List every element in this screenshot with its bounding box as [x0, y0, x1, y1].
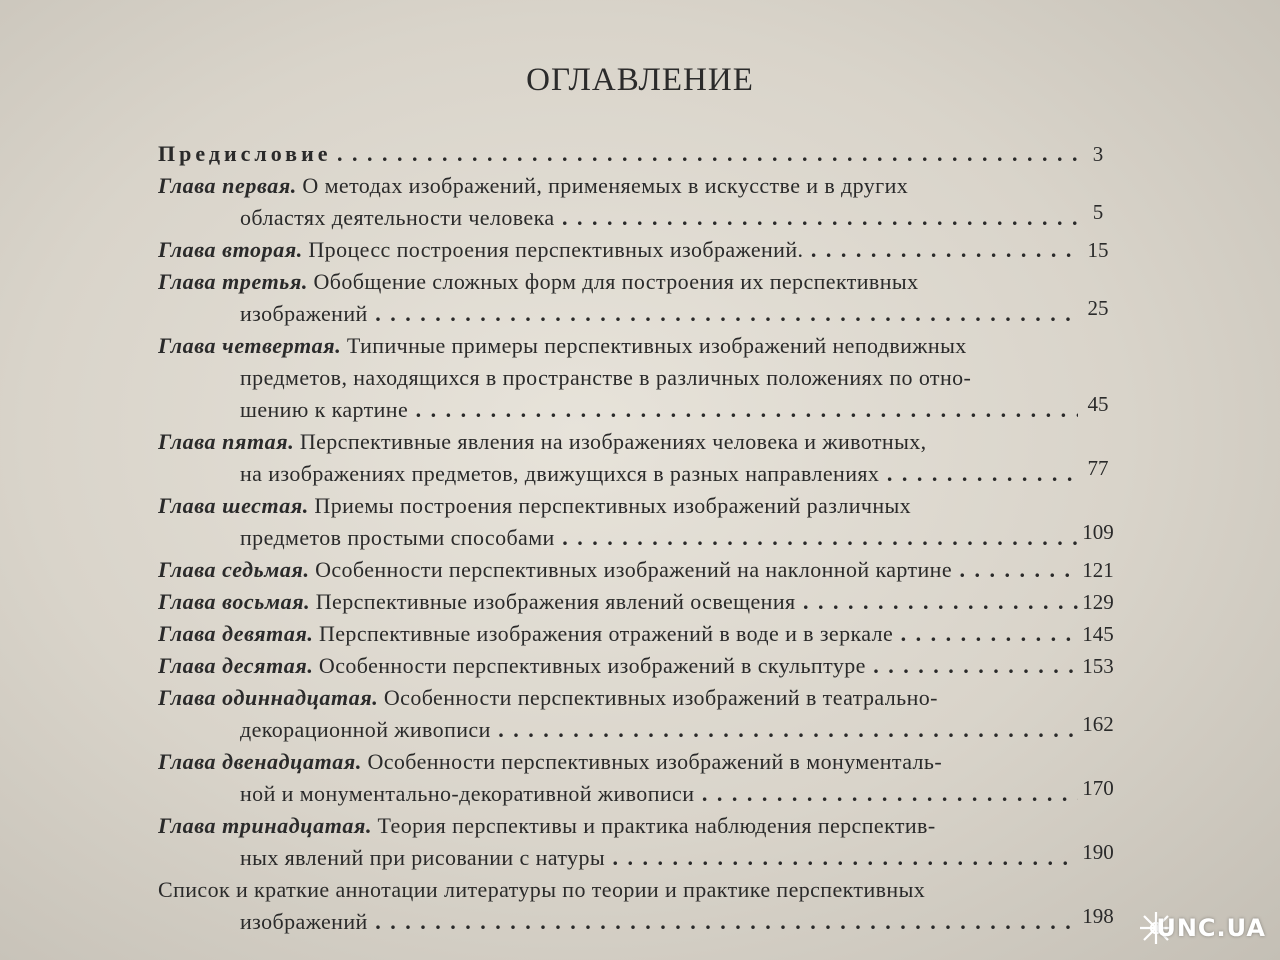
toc-line	[158, 202, 1078, 234]
chapter-title-text: изображений	[240, 301, 368, 326]
chapter-title-text: Приемы построения перспективных изображений различных	[314, 493, 912, 518]
chapter-title-text: на изображениях предметов, движущихся в разных направлениях	[240, 461, 880, 486]
chapter-title-text: ной и монументально-декоративной живописи	[240, 781, 695, 806]
chapter-title-text: Обобщение сложных форм для построения их перспективных	[313, 269, 919, 294]
toc-entry	[158, 266, 1218, 330]
table-of-contents	[158, 138, 1218, 938]
toc-line	[158, 458, 1078, 490]
toc-entry	[158, 138, 1218, 170]
toc-entry	[158, 234, 1218, 266]
toc-line	[158, 586, 1078, 618]
chapter-label: Глава одиннадцатая.	[158, 685, 379, 710]
chapter-title-text: Перспективные изображения отражений в воде и в зеркале	[318, 621, 894, 646]
page-number: 170	[1082, 776, 1114, 800]
toc-line	[158, 810, 1078, 842]
page-number: 153	[1082, 654, 1114, 678]
toc-line	[158, 170, 1078, 202]
chapter-title-text: Особенности перспективных изображений в театрально-	[383, 685, 938, 710]
chapter-title-text: предметов, находящихся в пространстве в различных положениях по отно-	[240, 365, 972, 390]
page-number: 5	[1092, 200, 1104, 224]
chapter-title-text: изображений	[240, 909, 368, 934]
toc-entry	[158, 874, 1218, 938]
chapter-label: Глава вторая.	[158, 237, 303, 262]
chapter-label: Глава двенадцатая.	[158, 749, 362, 774]
toc-line	[158, 682, 1078, 714]
toc-entry	[158, 554, 1218, 586]
toc-entry	[158, 810, 1218, 874]
toc-line	[158, 650, 1078, 682]
toc-line	[158, 714, 1078, 746]
toc-entry	[158, 618, 1218, 650]
chapter-title-text: Список и краткие аннотации литературы по теории и практике перспективных	[158, 877, 926, 902]
page-title: ОГЛАВЛЕНИЕ	[526, 62, 754, 98]
page-number: 129	[1082, 590, 1114, 614]
toc-line	[158, 138, 1078, 170]
toc-entry	[158, 586, 1218, 618]
page-number: 45	[1087, 392, 1109, 416]
chapter-title-text: Перспективные явления на изображениях человека и животных,	[299, 429, 927, 454]
chapter-label: Глава шестая.	[158, 493, 309, 518]
chapter-label: Предисловие	[158, 141, 332, 166]
toc-line	[158, 554, 1078, 586]
chapter-label: Глава четвертая.	[158, 333, 342, 358]
toc-line	[158, 266, 1078, 298]
chapter-label: Глава седьмая.	[158, 557, 310, 582]
chapter-label: Глава пятая.	[158, 429, 295, 454]
page-number: 15	[1087, 238, 1109, 262]
chapter-label: Глава десятая.	[158, 653, 314, 678]
toc-entry	[158, 746, 1218, 810]
page-number: 145	[1082, 622, 1114, 646]
chapter-title-text: Особенности перспективных изображений в скульптуре	[318, 653, 866, 678]
page-number: 77	[1087, 456, 1109, 480]
toc-line	[158, 842, 1078, 874]
chapter-label: Глава первая.	[158, 173, 297, 198]
chapter-title-text: ных явлений при рисовании с натуры	[240, 845, 606, 870]
page-number: 109	[1082, 520, 1114, 544]
toc-line	[158, 490, 1078, 522]
chapter-title-text: областях деятельности человека	[240, 205, 555, 230]
chapter-title-text: Теория перспективы и практика наблюдения перспектив-	[377, 813, 936, 838]
toc-entry	[158, 426, 1218, 490]
chapter-label: Глава третья.	[158, 269, 308, 294]
toc-line	[158, 426, 1078, 458]
page-number: 121	[1082, 558, 1114, 582]
chapter-title-text: Типичные примеры перспективных изображений неподвижных	[346, 333, 967, 358]
toc-line	[158, 362, 1078, 394]
toc-line	[158, 234, 1078, 266]
chapter-title-text: предметов простыми способами	[240, 525, 555, 550]
page-number: 198	[1082, 904, 1114, 928]
chapter-label: Глава тринадцатая.	[158, 813, 373, 838]
chapter-title-text: О методах изображений, применяемых в искусстве и в других	[302, 173, 909, 198]
toc-line	[158, 874, 1078, 906]
toc-line	[158, 298, 1078, 330]
watermark-text: UNC.UA	[1156, 914, 1266, 942]
toc-line	[158, 394, 1078, 426]
toc-entry	[158, 682, 1218, 746]
toc-line	[158, 778, 1078, 810]
page-number: 25	[1087, 296, 1109, 320]
toc-line	[158, 522, 1078, 554]
chapter-title-text: шению к картине	[240, 397, 409, 422]
toc-entry	[158, 490, 1218, 554]
toc-line	[158, 906, 1078, 938]
chapter-title-text: Перспективные изображения явлений освещения	[315, 589, 796, 614]
chapter-label: Глава девятая.	[158, 621, 314, 646]
page-number: 190	[1082, 840, 1114, 864]
chapter-title-text: Процесс построения перспективных изображений.	[308, 237, 804, 262]
page-number: 3	[1092, 142, 1104, 166]
toc-entry	[158, 330, 1218, 426]
toc-line	[158, 330, 1078, 362]
toc-line	[158, 746, 1078, 778]
page-number: 162	[1082, 712, 1114, 736]
toc-line	[158, 618, 1078, 650]
chapter-title-text: Особенности перспективных изображений на наклонной картине	[315, 557, 953, 582]
chapter-title-text: декорационной живописи	[240, 717, 491, 742]
chapter-label: Глава восьмая.	[158, 589, 311, 614]
chapter-title-text: Особенности перспективных изображений в монументаль-	[367, 749, 943, 774]
toc-entry	[158, 650, 1218, 682]
toc-entry	[158, 170, 1218, 234]
